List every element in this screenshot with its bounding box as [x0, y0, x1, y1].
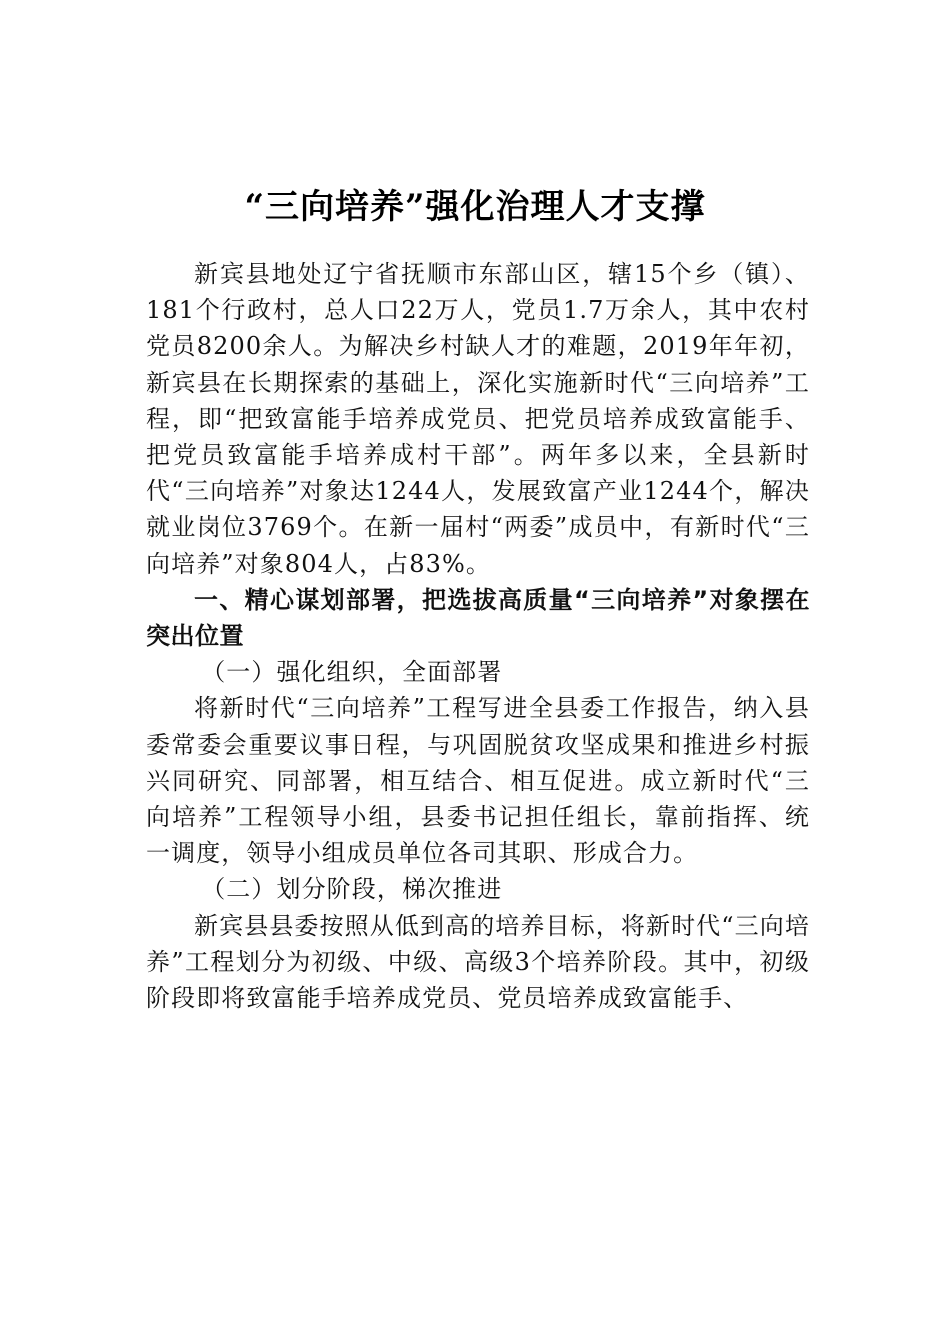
- section-heading-1: 一、精心谋划部署，把选拔高质量“三向培养”对象摆在突出位置: [146, 585, 810, 651]
- subsection-heading-2: （二）划分阶段，梯次推进: [201, 875, 503, 904]
- subsection-heading-1: （一）强化组织，全面部署: [201, 658, 503, 687]
- document-body: [146, 256, 810, 1016]
- document-title: “三向培养”强化治理人才支撑: [244, 186, 706, 227]
- body-paragraph: 新宾县县委按照从低到高的培养目标，将新时代“三向培养”工程划分为初级、中级、高级3个培养阶段。其中，初级阶段即将致富能手培养成党员、党员培养成致富能手、: [146, 911, 810, 1013]
- intro-paragraph: 新宾县地处辽宁省抚顺市东部山区，辖15个乡（镇）、181个行政村，总人口22万人，党员1.7万余人，其中农村党员8200余人。为解决乡村缺人才的难题，2019年年初，新宾县在长期探索的基础上，深化实施新时代“三向培养”工程，即“把致富能手培养成党员、把党员培养成致富能手、把党员致富能手培养成村干部”。两年多以来，全县新时代“三向培养”对象达1244人，发展致富产业1244个，解决就业岗位3769个。在新一届村“两委”成员中，有新时代“三向培养”对象804人，占83%。: [146, 260, 810, 578]
- body-paragraph: 将新时代“三向培养”工程写进全县委工作报告，纳入县委常委会重要议事日程，与巩固脱贫攻坚成果和推进乡村振兴同研究、同部署，相互结合、相互促进。成立新时代“三向培养”工程领导小组，县委书记担任组长，靠前指挥、统一调度，领导小组成员单位各司其职、形成合力。: [146, 694, 810, 868]
